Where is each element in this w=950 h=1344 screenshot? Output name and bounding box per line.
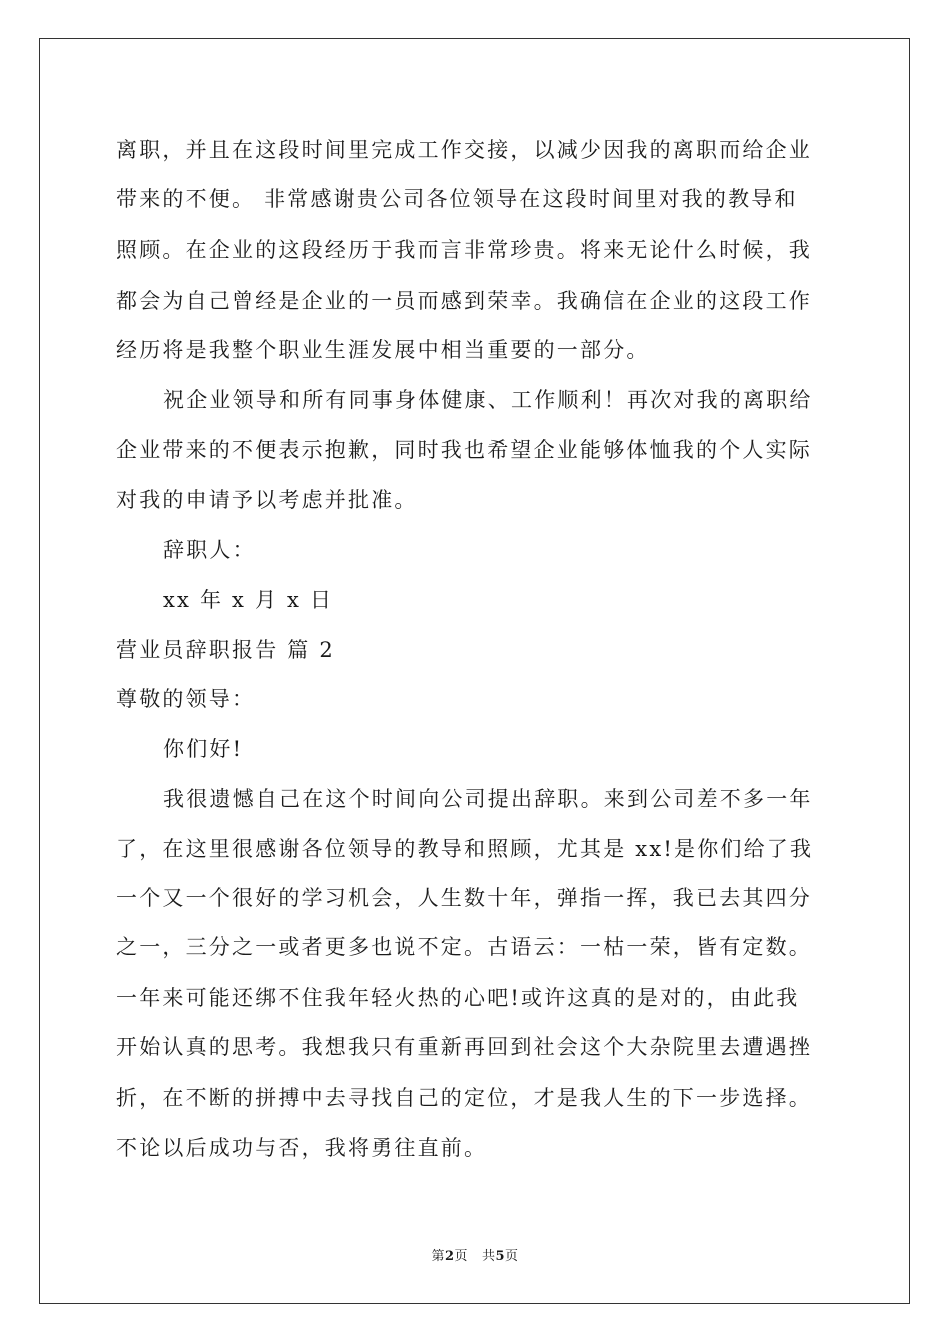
paragraph-line: 开始认真的思考。我想我只有重新再回到社会这个大杂院里去遭遇挫 — [116, 1035, 812, 1059]
page-border — [39, 38, 910, 1304]
page-current: 2 — [444, 1249, 455, 1264]
total-suffix: 页 — [505, 1249, 519, 1264]
paragraph-line: 祝企业领导和所有同事身体健康、工作顺利！再次对我的离职给 — [163, 388, 813, 412]
page-prefix: 第 — [431, 1249, 445, 1264]
greeting: 你们好! — [163, 737, 244, 761]
section-heading: 营业员辞职报告 篇 2 — [116, 638, 335, 662]
paragraph-line: 了，在这里很感谢各位领导的教导和照顾，尤其是 xx!是你们给了我 — [116, 837, 814, 861]
paragraph-line: 照顾。在企业的这段经历于我而言非常珍贵。将来无论什么时候，我 — [116, 238, 812, 262]
paragraph-line: 不论以后成功与否，我将勇往直前。 — [116, 1136, 488, 1160]
paragraph-line: 带来的不便。 非常感谢贵公司各位领导在这段时间里对我的教导和 — [116, 187, 798, 211]
signature-label: 辞职人： — [163, 538, 256, 562]
paragraph-line: 离职，并且在这段时间里完成工作交接，以减少因我的离职而给企业 — [116, 138, 812, 162]
date-line: xx 年 x 月 x 日 — [163, 588, 334, 612]
page-footer — [0, 1248, 950, 1266]
paragraph-line: 经历将是我整个职业生涯发展中相当重要的一部分。 — [116, 338, 650, 362]
salutation: 尊敬的领导： — [116, 687, 256, 711]
paragraph-line: 都会为自己曾经是企业的一员而感到荣幸。我确信在企业的这段工作 — [116, 289, 812, 313]
paragraph-line: 一年来可能还绑不住我年轻火热的心吧!或许这真的是对的，由此我 — [116, 986, 800, 1010]
page-suffix: 页 — [454, 1249, 469, 1264]
paragraph-line: 折，在不断的拼搏中去寻找自己的定位，才是我人生的下一步选择。 — [116, 1086, 812, 1110]
paragraph-line: 之一，三分之一或者更多也说不定。古语云：一枯一荣，皆有定数。 — [116, 935, 812, 959]
paragraph-line: 我很遗憾自己在这个时间向公司提出辞职。来到公司差不多一年 — [163, 787, 813, 811]
paragraph-line: 一个又一个很好的学习机会，人生数十年，弹指一挥，我已去其四分 — [116, 886, 812, 910]
paragraph-line: 企业带来的不便表示抱歉，同时我也希望企业能够体恤我的个人实际 — [116, 438, 812, 462]
page-total: 5 — [495, 1249, 506, 1264]
total-prefix: 共 — [481, 1249, 496, 1264]
paragraph-line: 对我的申请予以考虑并批准。 — [116, 488, 418, 512]
